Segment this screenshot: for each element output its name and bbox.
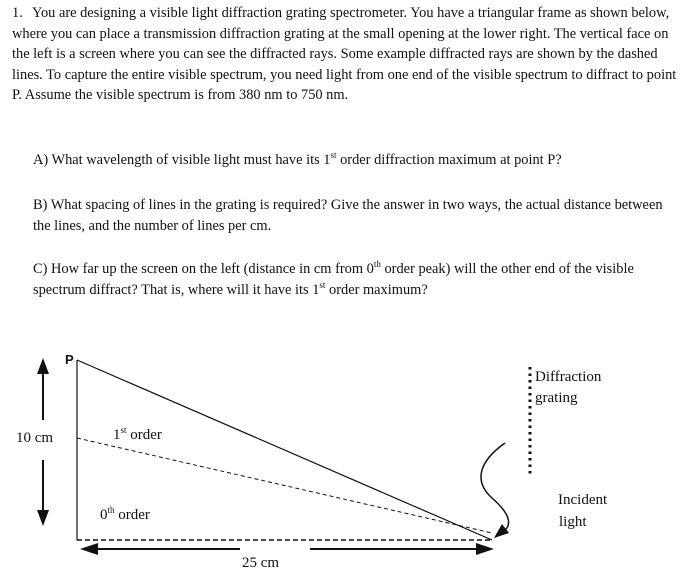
zeroth-order-word: order: [114, 507, 150, 523]
question-c-sup: th: [373, 259, 381, 269]
height-arrow-down-icon: [37, 510, 49, 526]
height-arrow-up-icon: [37, 358, 49, 374]
zeroth-order-base: 0: [100, 507, 108, 523]
zeroth-order-label: [100, 505, 150, 523]
width-label: 25 cm: [242, 555, 280, 571]
question-a-sup: st: [330, 150, 337, 160]
zeroth-order-sup: th: [107, 505, 115, 515]
first-order-label: [113, 425, 162, 443]
question-c-text: C) How far up the screen on the left (distance in cm from 0: [33, 261, 374, 277]
first-order-word: order: [126, 427, 162, 443]
point-p-label: P: [65, 352, 74, 367]
first-order-base: 1: [113, 427, 121, 443]
grating-label-line1: Diffraction: [535, 369, 602, 385]
incident-light-arrow-icon: [494, 524, 509, 538]
first-order-sup: st: [120, 425, 127, 435]
problem-intro: You are designing a visible light diffraction grating spectrometer. You have a triangular frame as shown below, where you can place a transmission diffraction grating at the small opening at the lower right. The vertical face on the left is a screen where you can see the diffracted rays. Some example diffracted rays are shown by the dashed lines. To capture the entire visible spectrum, you need light from one end of the visible spectrum to diffract to point P. Assume the visible spectrum is from 380 nm to 750 nm.: [12, 5, 677, 104]
height-label: 10 cm: [16, 430, 54, 446]
incident-light-path: [481, 443, 509, 532]
question-a-text: A) What wavelength of visible light must have its 1: [33, 152, 331, 168]
width-arrow-right-icon: [476, 543, 494, 555]
question-c-text-end: order maximum?: [325, 281, 428, 298]
problem-number: 1.: [12, 5, 23, 21]
incident-label-line2: light: [559, 514, 587, 530]
question-c-sup2: st: [319, 279, 326, 290]
question-c-text-mid: order peak) will the other end of the visible spectrum diffract? That is, where will it have its 1: [33, 261, 634, 298]
grating-label-line2: grating: [535, 390, 578, 406]
question-a-text-end: order diffraction maximum at point P?: [336, 152, 562, 168]
incident-label-line1: Incident: [558, 492, 608, 508]
question-b-text: B) What spacing of lines in the grating is required? Give the answer in two ways, the actual distance between the lines, and the number of lines per cm.: [33, 197, 663, 234]
width-arrow-left-icon: [80, 543, 98, 555]
